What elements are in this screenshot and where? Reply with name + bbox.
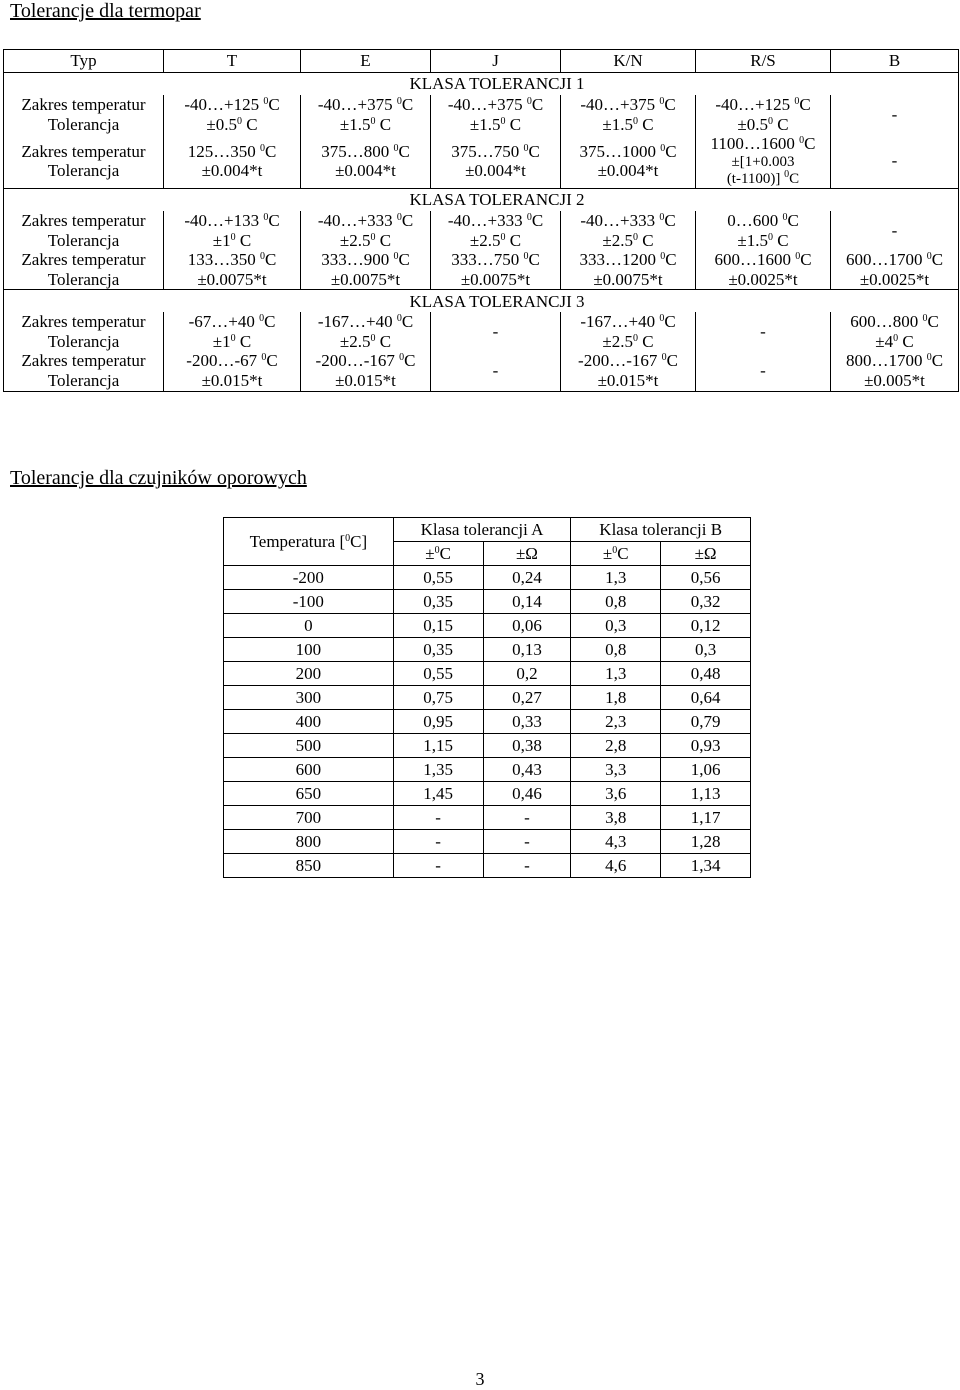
tolerance-cell: 1,13 — [661, 782, 751, 806]
tolerance-cell: 0,14 — [483, 590, 571, 614]
tolerance-cell: 4,6 — [571, 854, 661, 878]
class-a-header: Klasa tolerancji A — [393, 518, 571, 542]
value-cell: -40…+375 $^0$C $\pm 1.5^0$ C — [561, 95, 696, 134]
table-row — [224, 782, 751, 806]
tolerance-cell: 0,64 — [661, 686, 751, 710]
tolerance-cell: 0,13 — [483, 638, 571, 662]
class-2-title: KLASA TOLERANCJI 2 — [164, 189, 831, 212]
tolerance-cell: 3,6 — [571, 782, 661, 806]
value-cell: 1100…1600 $^0$C ±[1+0.003 (t-1100)] $^0$C — [696, 134, 831, 189]
temperature-cell: 650 — [224, 782, 394, 806]
table-row — [224, 638, 751, 662]
value-cell: -40…+375 $^0$C $\pm 1.5^0$ C — [431, 95, 561, 134]
table-row — [224, 710, 751, 734]
table-row — [224, 614, 751, 638]
tolerance-cell: 0,2 — [483, 662, 571, 686]
tolerance-cell: - — [483, 830, 571, 854]
tolerance-cell: 0,8 — [571, 590, 661, 614]
tolerance-cell: 0,3 — [661, 638, 751, 662]
table-row — [4, 312, 959, 351]
tolerance-cell: 1,45 — [393, 782, 483, 806]
temperature-cell: 400 — [224, 710, 394, 734]
type-cell: K/N — [561, 50, 696, 73]
value-cell: -40…+333 $^0$C $\pm 2.5^0$ C — [431, 211, 561, 250]
tolerance-cell: 4,3 — [571, 830, 661, 854]
value-cell: 600…800 $^0$C $\pm 4^0$ C — [831, 312, 959, 351]
value-cell: 800…1700 $^0$C ±0.005*t — [831, 351, 959, 391]
value-cell: 600…1700 $^0$C ±0.0025*t — [831, 250, 959, 290]
value-cell: 333…750 $^0$C ±0.0075*t — [431, 250, 561, 290]
table-row — [224, 758, 751, 782]
table-row — [224, 590, 751, 614]
table-row — [224, 686, 751, 710]
tolerance-cell: - — [393, 806, 483, 830]
tolerance-cell: 0,95 — [393, 710, 483, 734]
tolerance-cell: 0,43 — [483, 758, 571, 782]
tolerance-cell: 3,3 — [571, 758, 661, 782]
tolerance-cell: 0,48 — [661, 662, 751, 686]
class-b-header: Klasa tolerancji B — [571, 518, 751, 542]
value-cell: 375…800 $^0$C ±0.004*t — [301, 134, 431, 189]
temperature-cell: 200 — [224, 662, 394, 686]
subheader-cell: ±Ω — [483, 542, 571, 566]
value-cell: 333…900 $^0$C ±0.0075*t — [301, 250, 431, 290]
tolerance-cell: 0,56 — [661, 566, 751, 590]
temperature-cell: 700 — [224, 806, 394, 830]
value-cell: -40…+133 $^0$C $\pm 1^0$ C — [164, 211, 301, 250]
tolerance-cell: 0,24 — [483, 566, 571, 590]
row-label: Zakres temperatur Tolerancja — [4, 250, 164, 290]
value-cell: 333…1200 $^0$C ±0.0075*t — [561, 250, 696, 290]
empty-cell: - — [431, 351, 561, 391]
type-label: Typ — [4, 50, 164, 73]
class-1-header — [4, 73, 959, 96]
value-cell: -40…+125 $^0$C $\pm 0.5^0$ C — [164, 95, 301, 134]
value-cell: -167…+40 $^0$C $\pm 2.5^0$ C — [301, 312, 431, 351]
resistance-table-body — [224, 566, 751, 878]
value-cell: 0…600 $^0$C $\pm 1.5^0$ C — [696, 211, 831, 250]
class-3-header — [4, 290, 959, 313]
table-row — [4, 351, 959, 391]
temperature-cell: -100 — [224, 590, 394, 614]
table-row — [224, 566, 751, 590]
value-cell: -200…-167 $^0$C ±0.015*t — [301, 351, 431, 391]
value-cell: -167…+40 $^0$C $\pm 2.5^0$ C — [561, 312, 696, 351]
value-cell: -40…+333 $^0$C $\pm 2.5^0$ C — [561, 211, 696, 250]
temperature-cell: 850 — [224, 854, 394, 878]
temperature-cell: 600 — [224, 758, 394, 782]
tolerance-cell: 0,15 — [393, 614, 483, 638]
temperature-cell: 0 — [224, 614, 394, 638]
tolerance-cell: 0,12 — [661, 614, 751, 638]
thermocouple-table — [3, 49, 959, 392]
table-row — [4, 134, 959, 189]
table-row — [224, 806, 751, 830]
tolerance-cell: 0,46 — [483, 782, 571, 806]
type-cell: E — [301, 50, 431, 73]
temperature-cell: 800 — [224, 830, 394, 854]
table-row — [4, 211, 959, 250]
tolerance-cell: 0,33 — [483, 710, 571, 734]
value-cell: -40…+333 $^0$C $\pm 2.5^0$ C — [301, 211, 431, 250]
tolerance-cell: 2,8 — [571, 734, 661, 758]
type-header-row — [4, 50, 959, 73]
empty-cell: - — [831, 134, 959, 189]
tolerance-cell: 0,75 — [393, 686, 483, 710]
value-cell: 600…1600 $^0$C ±0.0025*t — [696, 250, 831, 290]
subheader-cell: ±$^0$C — [571, 542, 661, 566]
value-cell: 133…350 $^0$C ±0.0075*t — [164, 250, 301, 290]
tolerance-cell: 1,3 — [571, 662, 661, 686]
tolerance-cell: 1,8 — [571, 686, 661, 710]
tolerance-cell: 0,06 — [483, 614, 571, 638]
tolerance-cell: 0,35 — [393, 638, 483, 662]
tolerance-cell: - — [483, 806, 571, 830]
tolerance-cell: 0,79 — [661, 710, 751, 734]
row-label: Zakres temperatur Tolerancja — [4, 95, 164, 134]
table-row — [4, 95, 959, 134]
tolerance-cell: 0,27 — [483, 686, 571, 710]
tolerance-cell: - — [483, 854, 571, 878]
row-label: Zakres temperatur Tolerancja — [4, 211, 164, 250]
tolerance-cell: 0,3 — [571, 614, 661, 638]
temperature-cell: 300 — [224, 686, 394, 710]
type-cell: B — [831, 50, 959, 73]
class-2-header — [4, 189, 959, 212]
temperature-header: Temperatura [$^0$C] — [224, 518, 394, 566]
tolerance-cell: 0,55 — [393, 662, 483, 686]
value-cell: 125…350 $^0$C ±0.004*t — [164, 134, 301, 189]
heading-resistance-sensors: Tolerancje dla czujników oporowych — [10, 467, 307, 489]
tolerance-cell: 0,38 — [483, 734, 571, 758]
empty-cell: - — [831, 95, 959, 134]
tolerance-cell: - — [393, 854, 483, 878]
temperature-cell: 500 — [224, 734, 394, 758]
tolerance-cell: 2,3 — [571, 710, 661, 734]
header-row — [224, 518, 751, 542]
table-row — [224, 830, 751, 854]
tolerance-cell: 1,34 — [661, 854, 751, 878]
table-row — [224, 734, 751, 758]
empty-cell: - — [696, 312, 831, 351]
tolerance-cell: 0,35 — [393, 590, 483, 614]
value-cell: -200…-67 $^0$C ±0.015*t — [164, 351, 301, 391]
type-cell: T — [164, 50, 301, 73]
tolerance-cell: 1,15 — [393, 734, 483, 758]
type-cell: J — [431, 50, 561, 73]
empty-cell: - — [696, 351, 831, 391]
row-label: Zakres temperatur Tolerancja — [4, 351, 164, 391]
empty-cell: - — [831, 211, 959, 250]
class-1-title: KLASA TOLERANCJI 1 — [164, 73, 831, 96]
value-cell: -40…+375 $^0$C $\pm 1.5^0$ C — [301, 95, 431, 134]
value-cell: 375…1000 $^0$C ±0.004*t — [561, 134, 696, 189]
table-row — [224, 662, 751, 686]
value-cell: -67…+40 $^0$C $\pm 1^0$ C — [164, 312, 301, 351]
row-label: Zakres temperatur Tolerancja — [4, 134, 164, 189]
tolerance-cell: 1,3 — [571, 566, 661, 590]
class-3-title: KLASA TOLERANCJI 3 — [164, 290, 831, 313]
tolerance-cell: 1,06 — [661, 758, 751, 782]
value-cell: 375…750 $^0$C ±0.004*t — [431, 134, 561, 189]
tolerance-cell: 1,17 — [661, 806, 751, 830]
tolerance-cell: 3,8 — [571, 806, 661, 830]
tolerance-cell: 1,35 — [393, 758, 483, 782]
tolerance-cell: 0,8 — [571, 638, 661, 662]
resistance-sensor-table — [223, 517, 751, 878]
heading-thermocouples: Tolerancje dla termopar — [10, 0, 201, 22]
tolerance-cell: 0,32 — [661, 590, 751, 614]
page-number: 3 — [475, 1369, 485, 1389]
table-row — [224, 854, 751, 878]
table-row — [4, 250, 959, 290]
row-label: Zakres temperatur Tolerancja — [4, 312, 164, 351]
temperature-cell: 100 — [224, 638, 394, 662]
tolerance-cell: 0,55 — [393, 566, 483, 590]
value-cell: -40…+125 $^0$C $\pm 0.5^0$ C — [696, 95, 831, 134]
empty-cell: - — [431, 312, 561, 351]
temperature-cell: -200 — [224, 566, 394, 590]
tolerance-cell: 0,93 — [661, 734, 751, 758]
tolerance-cell: 1,28 — [661, 830, 751, 854]
type-cell: R/S — [696, 50, 831, 73]
subheader-cell: ±$^0$C — [393, 542, 483, 566]
subheader-cell: ±Ω — [661, 542, 751, 566]
value-cell: -200…-167 $^0$C ±0.015*t — [561, 351, 696, 391]
tolerance-cell: - — [393, 830, 483, 854]
